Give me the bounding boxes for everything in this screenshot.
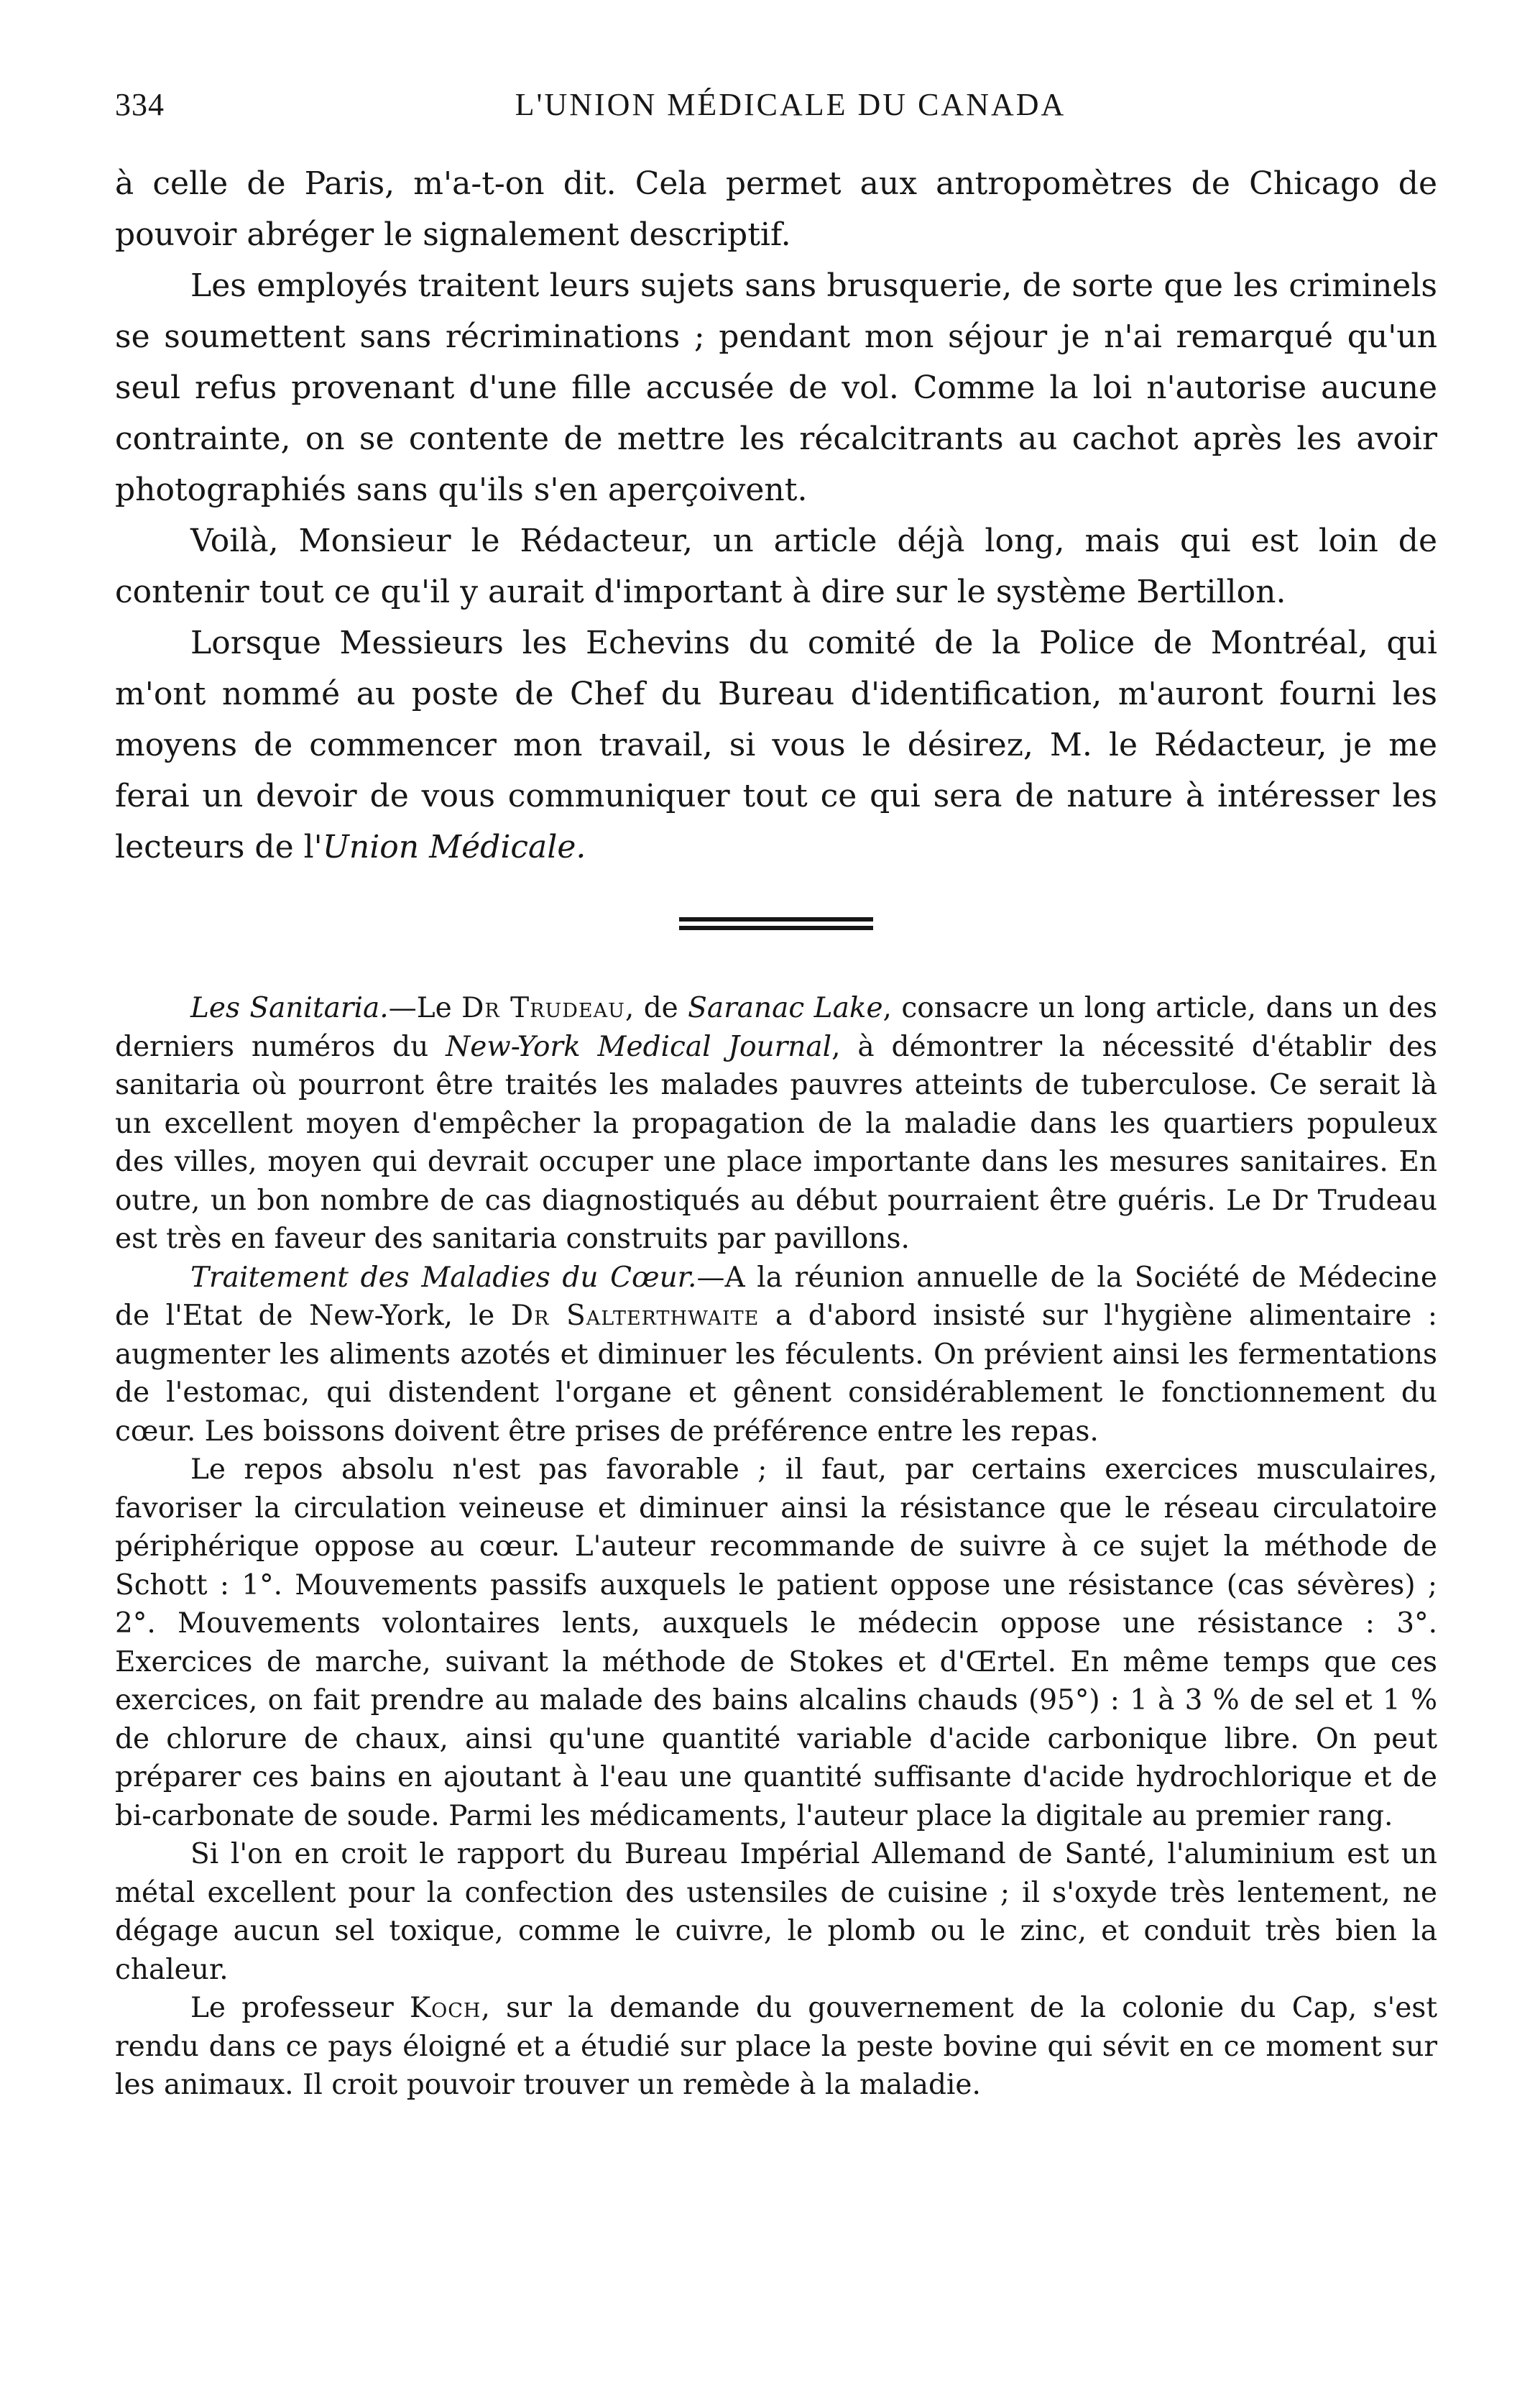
aluminium-paragraph: Si l'on en croit le rapport du Bureau Impérial Allemand de Santé, l'aluminium est un métal excellent pour la confection des ustensiles de cuisine ; il s'oxyde très lentement, ne dégage aucun sel toxique, comme le cuivre, le plomb ou le zinc, et conduit très bien la chaleur. [115, 1838, 1437, 1986]
sanitaria-text-1: , de [624, 992, 688, 1024]
coeur-paragraph-2: Le repos absolu n'est pas favorable ; il faut, par certains exercices musculaires, favoriser la circulation veineuse et diminuer ainsi la résistance que le réseau circulatoire périphérique oppose au cœur. L'auteur recommande de suivre à ce sujet la méthode de Schott : 1°. Mouvements passifs auxquels le patient oppose une résistance (cas sévères) ; 2°. Mouvements volontaires lents, auxquels le médecin oppose une résistance : 3°. Exercices de marche, suivant la méthode de Stokes et d'Œrtel. En même temps que ces exercices, on fait prendre au malade des bains alcalins chauds (95°) : 1 à 3 % de sel et 1 % de chlorure de chaux, ainsi qu'une quantité variable d'acide carbonique libre. On peut préparer ces bains en ajoutant à l'eau une quantité suffisante d'acide hydrochlorique et de bi-carbonate de soude. Parmi les médicaments, l'auteur place la digitale au premier rang. [115, 1453, 1437, 1832]
letter-paragraph-4 [115, 617, 1437, 873]
sanitaria-text-3: , à démontrer la nécessité d'établir des sanitaria où pourront être traités les malades pauvres atteints de tuberculose. Ce serait là un excellent moyen d'empêcher la propagation de la maladie dans les quartiers populeux des villes, moyen qui devrait occuper une place importante dans les mesures sanitaires. En outre, un bon nombre de cas diagnostiqués au début pourraient être guéris. Le Dr Trudeau est très en faveur des sanitaria construits par pavillons. [115, 1030, 1437, 1255]
author-name-salterthwaite: Salterthwaite [566, 1300, 760, 1332]
letter-paragraph-3: Voilà, Monsieur le Rédacteur, un article déjà long, mais qui est loin de contenir tout ce qu'il y aurait d'important à dire sur le système Bertillon. [115, 523, 1437, 610]
sanitaria-text-0: —Le [388, 992, 462, 1024]
journal-new-york-medical: New-York Medical Journal [446, 1030, 832, 1063]
koch-paragraph [115, 1989, 1437, 2105]
letter-paragraph-2: Les employés traitent leurs sujets sans brusquerie, de sorte que les criminels se soumettent sans récriminations ; pendant mon séjour je n'ai remarqué qu'un seul refus provenant d'une fille accusée de vol. Comme la loi n'autorise aucune contrainte, on se contente de mettre les récalcitrants au cachot après les avoir photographiés sans qu'ils s'en aperçoivent. [115, 267, 1437, 508]
divider-rule-top [679, 917, 873, 922]
journal-title: Union Médicale. [322, 829, 586, 865]
divider-rule-bottom [679, 926, 873, 930]
coeur-dr: Dr [510, 1300, 566, 1332]
coeur-heading: Traitement des Maladies du Cœur. [190, 1261, 697, 1294]
sanitaria-heading: Les Sanitaria. [190, 992, 389, 1024]
running-header [115, 86, 1437, 151]
letter-section [115, 158, 1437, 873]
coeur-text-1: a d'abord insisté sur l'hygiène alimentaire : augmenter les aliments azotés et diminuer les féculents. On prévient ainsi les fermentations de l'estomac, qui distendent l'organe et gênent considérablement le fonctionnement du cœur. Les boissons doivent être prises de préférence entre les repas. [115, 1300, 1438, 1448]
running-title: L'UNION MÉDICALE DU CANADA [515, 87, 1066, 122]
news-section [115, 989, 1437, 2105]
page-number: 334 [115, 87, 165, 122]
coeur-paragraph-1 [115, 1259, 1437, 1451]
sanitaria-paragraph [115, 989, 1437, 1259]
author-name-trudeau: Trudeau [510, 992, 625, 1024]
letter-paragraph-1: à celle de Paris, m'a-t-on dit. Cela permet aux antropomètres de Chicago de pouvoir abréger le signalement descriptif. [115, 165, 1437, 253]
sanitaria-text-2: , consacre un long article, dans un des derniers numéros du [115, 992, 1437, 1063]
letter-paragraph-4-text: Lorsque Messieurs les Echevins du comité de la Police de Montréal, qui m'ont nommé au poste de Chef du Bureau d'identification, m'auront fourni les moyens de commencer mon travail, si vous le désirez, M. le Rédacteur, je me ferai un devoir de vous communiquer tout ce qui sera de nature à intéresser les lecteurs de l' [115, 625, 1437, 865]
sanitaria-dr: Dr [461, 992, 511, 1024]
koch-text-1: , sur la demande du gouvernement de la colonie du Cap, s'est rendu dans ce pays éloigné et a étudié sur place la peste bovine qui sévit en ce moment sur les animaux. Il croit pouvoir trouver un remède à la maladie. [115, 1992, 1437, 2101]
author-name-koch: Koch [410, 1992, 481, 2024]
page [115, 86, 1437, 2105]
coeur-text-0: —A la réunion annuelle de la Société de Médecine de l'Etat de New-York, le [115, 1261, 1437, 1332]
place-saranac-lake: Saranac Lake [688, 992, 883, 1024]
section-divider [115, 917, 1437, 930]
koch-text-0: Le professeur [190, 1992, 410, 2024]
